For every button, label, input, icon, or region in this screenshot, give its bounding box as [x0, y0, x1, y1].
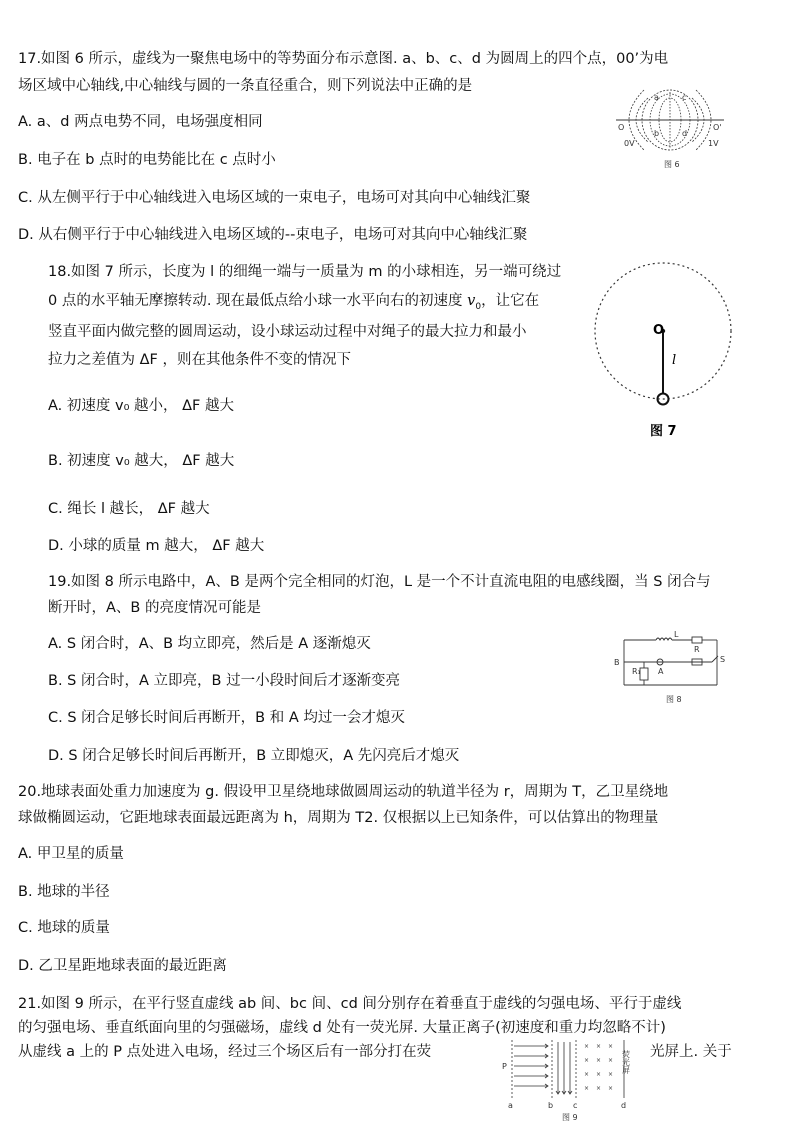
figure-7 — [590, 258, 740, 443]
fig6-label-c: c — [682, 93, 687, 102]
fig6-caption: 图 6 — [664, 160, 680, 169]
fig9-label-b: b — [548, 1101, 554, 1110]
q21-stem-line2: 的匀强电场、垂直纸面向里的匀强磁场，虚线 d 处有一荧光屏. 大量正离子(初速度和重力均忽略不计) — [18, 1020, 666, 1036]
q20-option-c: C. 地球的质量 — [18, 920, 110, 936]
fig9-label-p: P — [502, 1062, 507, 1071]
figure-8 — [612, 630, 727, 706]
q18-stem-line3: 竖直平面内做完整的圆周运动，设小球运动过程中对绳子的最大拉力和最小 — [48, 324, 527, 340]
q17-option-b: B. 电子在 b 点时的电势能比在 c 点时小 — [18, 152, 276, 168]
svg-text:×: × — [596, 1085, 602, 1092]
svg-text:×: × — [608, 1071, 614, 1078]
fig8-label-r: R — [694, 645, 700, 654]
svg-text:×: × — [584, 1043, 590, 1050]
svg-text:×: × — [596, 1057, 602, 1064]
fig6-label-0v: 0V — [624, 139, 635, 148]
q20-option-b: B. 地球的半径 — [18, 884, 110, 900]
q18-option-d: D. 小球的质量 m 越大， ΔF 越大 — [48, 538, 265, 554]
fig7-caption: 图 7 — [650, 424, 677, 439]
q18-stem-line1: 18.如图 7 所示，长度为 l 的细绳一端与一质量为 m 的小球相连，另一端可绕过 — [48, 264, 562, 280]
q17-stem-line1: 17.如图 6 所示，虚线为一聚焦电场中的等势面分布示意图. a、b、c、d 为圆周上的四个点，00’为电 — [18, 51, 669, 67]
q17-stem-line2: 场区域中心轴线,中心轴线与圆的一条直径重合，则下列说法中正确的是 — [18, 78, 473, 94]
svg-text:×: × — [608, 1043, 614, 1050]
fig6-label-1v: 1V — [708, 139, 719, 148]
svg-text:×: × — [608, 1085, 614, 1092]
q20-option-d: D. 乙卫星距地球表面的最近距离 — [18, 958, 227, 974]
svg-text:×: × — [596, 1043, 602, 1050]
q19-option-b: B. S 闭合时，A 立即亮，B 过一小段时间后才逐渐变亮 — [48, 673, 401, 689]
fig8-label-s: S — [720, 655, 726, 664]
fig9-label-a: a — [508, 1101, 513, 1110]
q18-option-a: A. 初速度 v₀ 越小， ΔF 越大 — [48, 398, 234, 414]
q21-stem-line3-b: 光屏上. 关于 — [650, 1044, 732, 1060]
q19-stem-line2: 断开时，A、B 的亮度情况可能是 — [48, 600, 261, 616]
svg-text:×: × — [584, 1071, 590, 1078]
svg-text:×: × — [584, 1057, 590, 1064]
q21-stem-line1: 21.如图 9 所示，在平行竖直虚线 ab 间、bc 间、cd 间分别存在着垂直于虚线的匀强电场、平行于虚线 — [18, 996, 682, 1012]
q19-option-c: C. S 闭合足够长时间后再断开，B 和 A 均过一会才熄灭 — [48, 710, 405, 726]
q21-stem-line3-a: 从虚线 a 上的 P 点处进入电场，经过三个场区后有一部分打在荧 — [18, 1044, 432, 1060]
fig6-label-o-prime: O' — [713, 123, 722, 132]
svg-text:×: × — [584, 1085, 590, 1092]
q20-stem-line2: 球做椭圆运动，它距地球表面最远距离为 h，周期为 T2. 仅根据以上已知条件，可以估算出的物理量 — [18, 810, 659, 826]
q18-option-c: C. 绳长 l 越长， ΔF 越大 — [48, 501, 210, 517]
q18-stem-line2: 0 点的水平轴无摩擦转动. 现在最低点给小球一水平向右的初速度 $v_0$，让它在 — [48, 293, 540, 312]
fig8-label-l: L — [674, 630, 679, 639]
q20-stem-line1: 20.地球表面处重力加速度为 g. 假设甲卫星绕地球做圆周运动的轨道半径为 r，周期为 T，乙卫星绕地 — [18, 784, 669, 800]
figure-9 — [500, 1036, 640, 1122]
fig9-label-d: d — [621, 1101, 627, 1110]
q19-option-a: A. S 闭合时，A、B 均立即亮，然后是 A 逐渐熄灭 — [48, 636, 371, 652]
q19-stem-line1: 19.如图 8 所示电路中，A、B 是两个完全相同的灯泡，L 是一个不计直流电阻的电感线圈，当 S 闭合与 — [48, 574, 711, 590]
fig8-label-a: A — [658, 667, 664, 676]
fig6-label-d: d — [682, 129, 688, 138]
fig6-label-b: b — [654, 129, 660, 138]
fig6-label-a: a — [654, 93, 659, 102]
q18-option-b: B. 初速度 v₀ 越大， ΔF 越大 — [48, 453, 235, 469]
q18-stem-line4: 拉力之差值为 ΔF ，则在其他条件不变的情况下 — [48, 352, 351, 368]
fig9-label-screen: 荧光屏 — [621, 1050, 631, 1074]
q17-option-a: A. a、d 两点电势不同，电场强度相同 — [18, 114, 263, 130]
q20-option-a: A. 甲卫星的质量 — [18, 846, 124, 862]
fig7-label-o: O — [653, 323, 665, 338]
fig8-label-r1: R₁ — [632, 667, 641, 676]
fig9-label-c: c — [573, 1101, 578, 1110]
fig7-label-l: l — [672, 353, 677, 368]
fig8-caption: 图 8 — [666, 695, 682, 704]
fig8-label-b: B — [614, 658, 620, 667]
svg-text:×: × — [608, 1057, 614, 1064]
fig6-label-o: O — [618, 123, 625, 132]
q17-option-d: D. 从右侧平行于中心轴线进入电场区域的--束电子，电场可对其向中心轴线汇聚 — [18, 227, 528, 243]
q17-option-c: C. 从左侧平行于中心轴线进入电场区域的一束电子，电场可对其向中心轴线汇聚 — [18, 190, 531, 206]
q19-option-d: D. S 闭合足够长时间后再断开，B 立即熄灭，A 先闪亮后才熄灭 — [48, 748, 460, 764]
figure-6 — [614, 84, 726, 172]
fig9-caption: 图 9 — [562, 1113, 578, 1122]
svg-text:×: × — [596, 1071, 602, 1078]
